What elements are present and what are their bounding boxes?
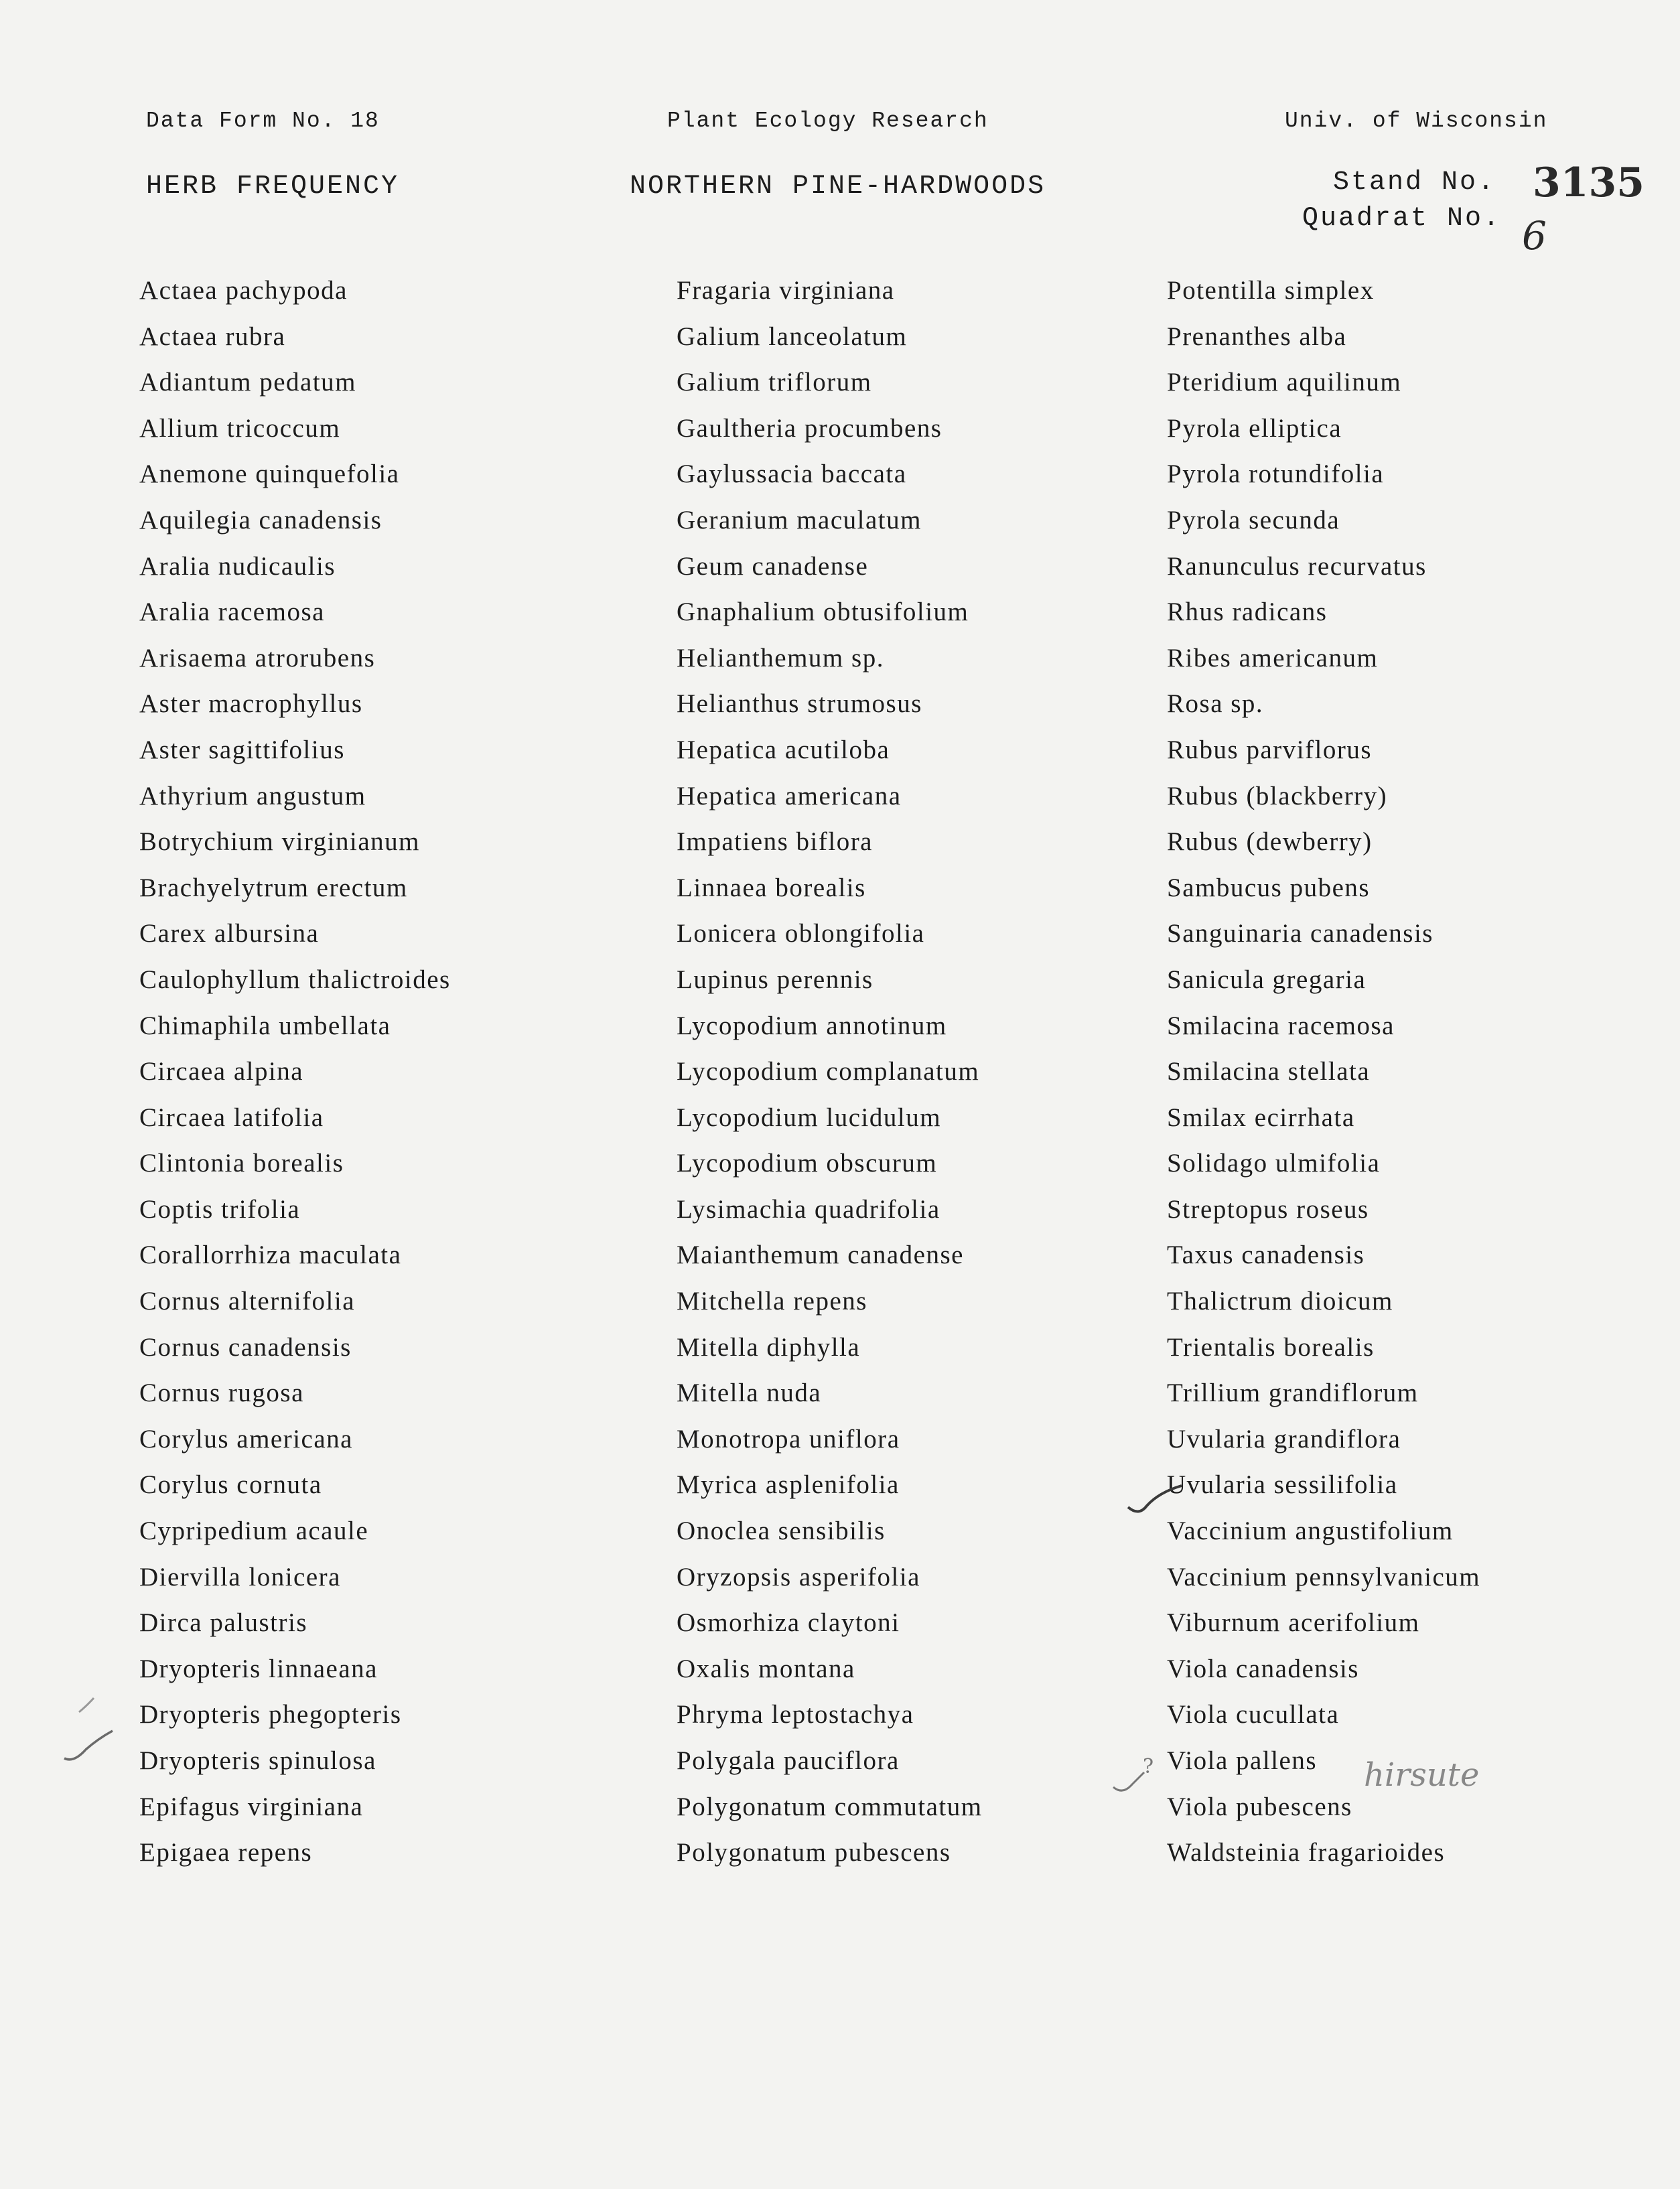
stand-number: 3135: [1533, 159, 1644, 206]
species-item: Vaccinium angustifolium: [1167, 1516, 1454, 1546]
species-item: Viola pallens: [1167, 1746, 1318, 1775]
form-title: HERB FREQUENCY: [146, 171, 400, 202]
species-item: Clintonia borealis: [139, 1149, 344, 1178]
species-item: Ribes americanum: [1167, 643, 1379, 673]
species-item: Botrychium virginianum: [139, 827, 421, 857]
species-item: Galium triflorum: [677, 368, 872, 397]
species-item: Waldsteinia fragarioides: [1167, 1838, 1446, 1867]
species-item: Rubus (blackberry): [1167, 781, 1388, 810]
species-item: Vaccinium pennsylvanicum: [1167, 1562, 1481, 1592]
species-item: Actaea pachypoda: [139, 276, 348, 305]
species-item: Onoclea sensibilis: [677, 1516, 886, 1546]
species-item: Corylus cornuta: [139, 1470, 322, 1500]
stand-label: Stand No.: [1333, 167, 1496, 198]
species-item: Galium lanceolatum: [677, 322, 908, 351]
species-item: Athyrium angustum: [139, 781, 366, 810]
species-item: Smilacina racemosa: [1167, 1011, 1395, 1040]
checkmark-icon: [79, 1698, 94, 1712]
species-item: Linnaea borealis: [677, 873, 866, 902]
species-item: Smilacina stellata: [1167, 1057, 1371, 1086]
species-item: Taxus canadensis: [1167, 1241, 1365, 1270]
species-item: Uvularia sessilifolia: [1167, 1470, 1398, 1500]
species-item: Polygala pauciflora: [677, 1746, 900, 1775]
species-item: Helianthus strumosus: [677, 689, 922, 719]
species-item: Viola canadensis: [1167, 1654, 1359, 1683]
species-item: Dryopteris linnaeana: [139, 1654, 378, 1683]
species-item: Viola cucullata: [1167, 1700, 1340, 1729]
species-item: Adiantum pedatum: [139, 368, 357, 397]
checkmark-icon: [64, 1731, 113, 1760]
species-item: Cypripedium acaule: [139, 1516, 369, 1546]
species-item: Circaea latifolia: [139, 1103, 324, 1132]
species-item: Actaea rubra: [139, 322, 286, 351]
species-item: Allium tricoccum: [139, 413, 341, 443]
species-item: Rubus (dewberry): [1167, 827, 1373, 857]
species-item: Lycopodium annotinum: [677, 1011, 947, 1040]
species-item: Phryma leptostachya: [677, 1700, 914, 1729]
species-item: Lycopodium complanatum: [677, 1057, 980, 1086]
species-item: Lonicera oblongifolia: [677, 919, 925, 948]
handwritten-note: hirsute: [1364, 1756, 1480, 1794]
species-item: Corylus americana: [139, 1424, 353, 1454]
species-item: Rhus radicans: [1167, 597, 1328, 627]
species-item: Thalictrum dioicum: [1167, 1287, 1393, 1316]
quadrat-label: Quadrat No.: [1302, 204, 1502, 234]
species-item: Brachyelytrum erectum: [139, 873, 408, 902]
species-item: Sanicula gregaria: [1167, 965, 1367, 994]
species-item: Gnaphalium obtusifolium: [677, 597, 969, 627]
question-mark: ?: [1143, 1755, 1154, 1778]
species-item: Mitella diphylla: [677, 1332, 861, 1362]
species-item: Corallorrhiza maculata: [139, 1241, 402, 1270]
checkmark-icon: [1113, 1772, 1144, 1790]
species-item: Ranunculus recurvatus: [1167, 551, 1427, 581]
species-item: Sambucus pubens: [1167, 873, 1371, 902]
species-item: Hepatica americana: [677, 781, 902, 810]
species-item: Diervilla lonicera: [139, 1562, 341, 1592]
species-item: Aster macrophyllus: [139, 689, 363, 719]
species-item: Mitella nuda: [677, 1379, 822, 1408]
species-item: Aralia nudicaulis: [139, 551, 336, 581]
form-number: Data Form No. 18: [146, 109, 380, 133]
species-item: Streptopus roseus: [1167, 1194, 1369, 1224]
species-item: Hepatica acutiloba: [677, 735, 890, 764]
species-item: Oxalis montana: [677, 1654, 855, 1683]
species-item: Sanguinaria canadensis: [1167, 919, 1433, 948]
species-item: Impatiens biflora: [677, 827, 873, 857]
species-item: Gaultheria procumbens: [677, 413, 942, 443]
species-item: Monotropa uniflora: [677, 1424, 900, 1454]
species-item: Coptis trifolia: [139, 1194, 301, 1224]
species-item: Caulophyllum thalictroides: [139, 965, 451, 994]
species-item: Polygonatum commutatum: [677, 1792, 983, 1821]
species-item: Pyrola secunda: [1167, 505, 1340, 535]
institution: Univ. of Wisconsin: [1285, 109, 1548, 133]
species-item: Pyrola elliptica: [1167, 413, 1342, 443]
species-item: Chimaphila umbellata: [139, 1011, 391, 1040]
species-item: Oryzopsis asperifolia: [677, 1562, 920, 1592]
species-item: Trillium grandiflorum: [1167, 1379, 1419, 1408]
species-item: Rosa sp.: [1167, 689, 1264, 719]
species-item: Helianthemum sp.: [677, 643, 884, 673]
community-type: NORTHERN PINE-HARDWOODS: [630, 171, 1046, 202]
species-item: Geranium maculatum: [677, 505, 922, 535]
species-item: Trientalis borealis: [1167, 1332, 1375, 1362]
species-item: Epigaea repens: [139, 1838, 313, 1867]
species-item: Smilax ecirrhata: [1167, 1103, 1355, 1132]
quadrat-number: 6: [1522, 213, 1547, 259]
species-item: Epifagus virginiana: [139, 1792, 364, 1821]
species-item: Pteridium aquilinum: [1167, 368, 1402, 397]
species-item: Aralia racemosa: [139, 597, 325, 627]
species-item: Anemone quinquefolia: [139, 460, 400, 489]
species-item: Lycopodium obscurum: [677, 1149, 938, 1178]
species-item: Cornus canadensis: [139, 1332, 352, 1362]
species-item: Prenanthes alba: [1167, 322, 1347, 351]
species-item: Dryopteris spinulosa: [139, 1746, 376, 1775]
species-item: Dirca palustris: [139, 1608, 308, 1638]
species-item: Solidago ulmifolia: [1167, 1149, 1381, 1178]
species-item: Maianthemum canadense: [677, 1241, 964, 1270]
species-item: Dryopteris phegopteris: [139, 1700, 402, 1729]
checkmark-icon: [1128, 1486, 1182, 1512]
species-item: Carex albursina: [139, 919, 320, 948]
species-item: Cornus rugosa: [139, 1379, 304, 1408]
species-item: Aquilegia canadensis: [139, 505, 382, 535]
species-item: Potentilla simplex: [1167, 276, 1375, 305]
species-item: Pyrola rotundifolia: [1167, 460, 1385, 489]
species-item: Polygonatum pubescens: [677, 1838, 951, 1867]
species-item: Osmorhiza claytoni: [677, 1608, 900, 1638]
species-item: Circaea alpina: [139, 1057, 304, 1086]
species-item: Lysimachia quadrifolia: [677, 1194, 940, 1224]
species-item: Arisaema atrorubens: [139, 643, 376, 673]
species-item: Lupinus perennis: [677, 965, 873, 994]
species-item: Myrica asplenifolia: [677, 1470, 900, 1500]
species-item: Uvularia grandiflora: [1167, 1424, 1401, 1454]
species-item: Mitchella repens: [677, 1287, 867, 1316]
species-item: Aster sagittifolius: [139, 735, 345, 764]
species-item: Rubus parviflorus: [1167, 735, 1373, 764]
species-item: Gaylussacia baccata: [677, 460, 907, 489]
species-item: Geum canadense: [677, 551, 869, 581]
species-item: Lycopodium lucidulum: [677, 1103, 942, 1132]
species-item: Fragaria virginiana: [677, 276, 895, 305]
department-title: Plant Ecology Research: [667, 109, 989, 133]
species-item: Cornus alternifolia: [139, 1287, 356, 1316]
species-item: Viola pubescens: [1167, 1792, 1352, 1821]
species-item: Viburnum acerifolium: [1167, 1608, 1420, 1638]
